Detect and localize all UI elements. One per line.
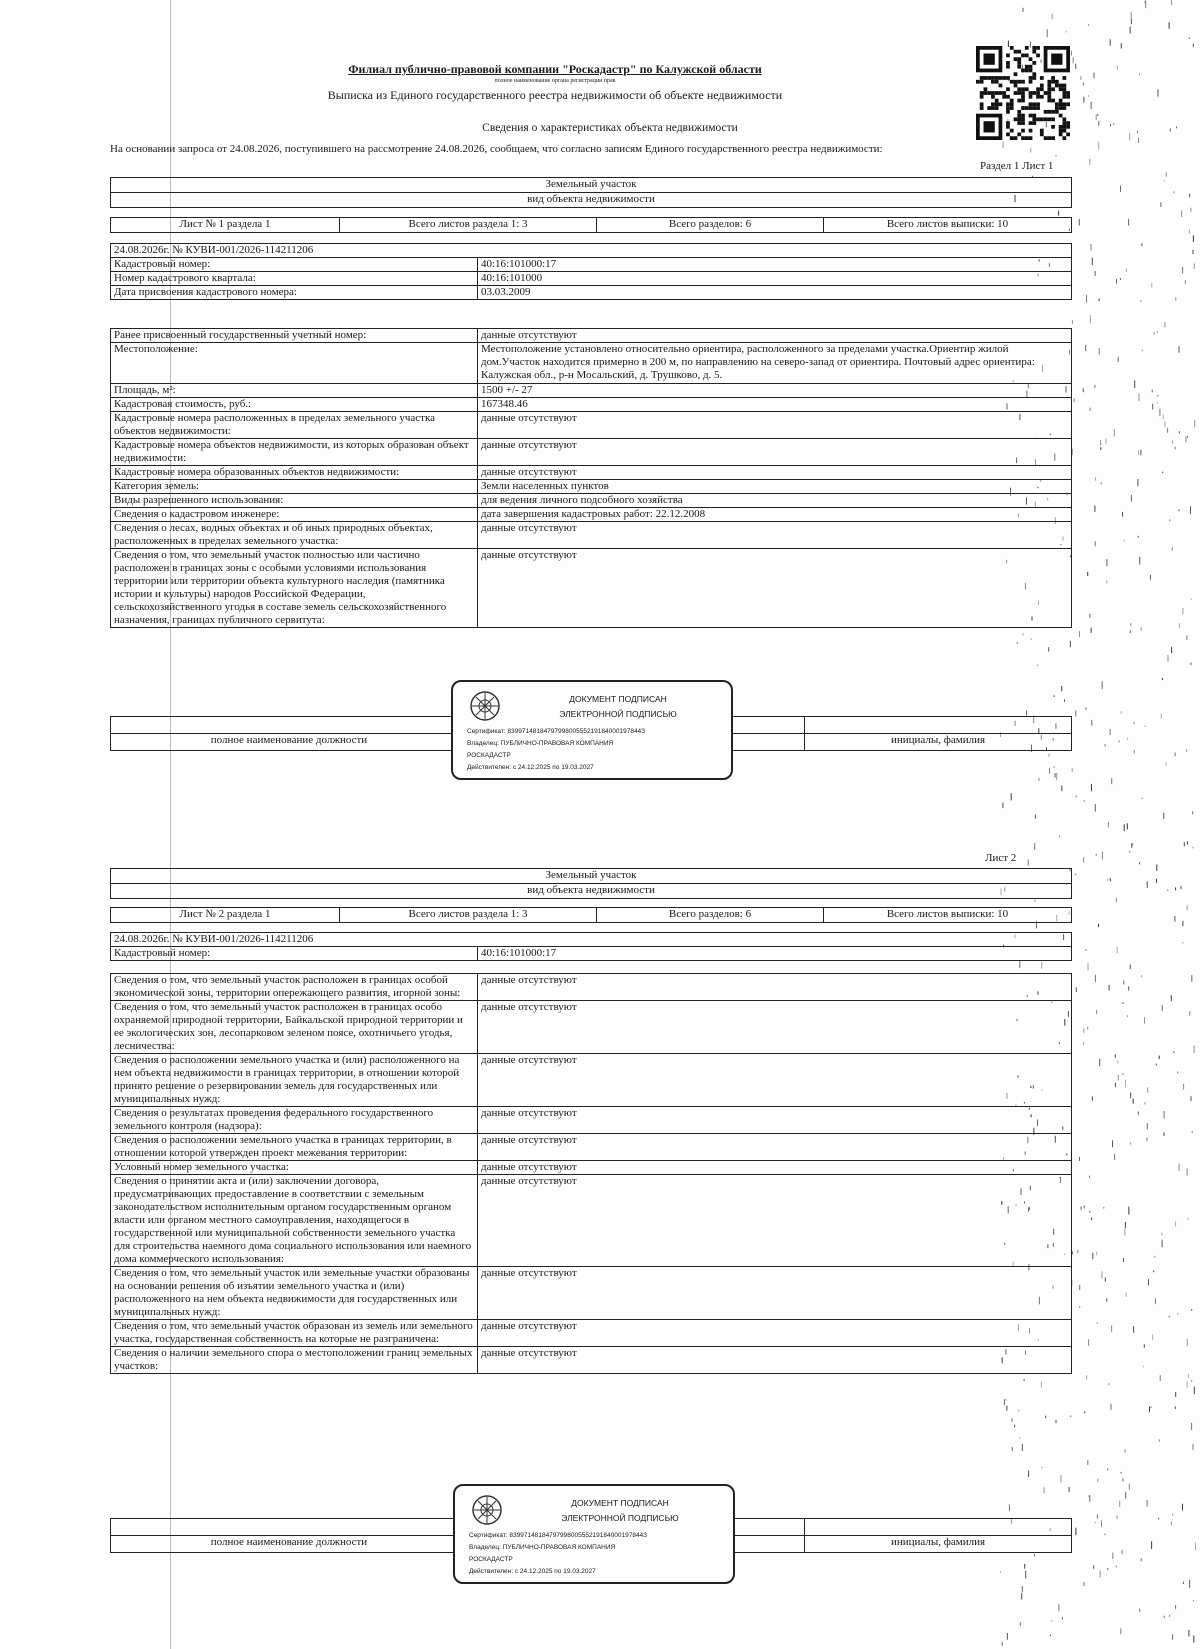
sections-total: Всего разделов: 6 xyxy=(597,218,824,233)
intro-text: На основании запроса от 24.08.2026, поступившего на рассмотрение 24.08.2026, сообщаем, что согласно записям Единого государственного реестра недвижимости: xyxy=(110,143,883,155)
organization-name: Филиал публично-правовой компании "Роскадастр" по Калужской области xyxy=(348,62,762,76)
row-label: Кадастровая стоимость, руб.: xyxy=(111,398,478,412)
row-label: Сведения о расположении земельного участка в границах территории, в отношении которой утвержден проект межевания территории: xyxy=(111,1134,478,1161)
name-caption: инициалы, фамилия xyxy=(805,734,1072,751)
row-value: данные отсутствуют xyxy=(478,1054,1072,1107)
row-value: данные отсутствуют xyxy=(478,1175,1072,1267)
sheet-number: Лист № 1 раздела 1 xyxy=(111,218,340,233)
table-row xyxy=(111,522,1072,549)
stamp-title: ДОКУМЕНТ ПОДПИСАН xyxy=(571,1498,669,1508)
table-row xyxy=(111,272,1072,286)
row-label: Сведения о наличии земельного спора о местоположении границ земельных участков: xyxy=(111,1347,478,1374)
row-value: 1500 +/- 27 xyxy=(478,384,1072,398)
emblem-icon xyxy=(469,690,501,722)
section-sheet-label: Раздел 1 Лист 1 xyxy=(980,160,1054,172)
row-value: данные отсутствуют xyxy=(478,1347,1072,1374)
row-value: данные отсутствуют xyxy=(478,549,1072,628)
properties-table-2 xyxy=(110,973,1072,1374)
table-row xyxy=(111,947,1072,961)
table-row xyxy=(111,1320,1072,1347)
row-label: Площадь, м²: xyxy=(111,384,478,398)
row-label: Сведения о результатах проведения федерального государственного земельного контроля (надзора): xyxy=(111,1107,478,1134)
table-row xyxy=(111,1054,1072,1107)
stamp-title-2: ЭЛЕКТРОННОЙ ПОДПИСЬЮ xyxy=(561,1513,679,1523)
row-value: данные отсутствуют xyxy=(478,1107,1072,1134)
extract-sheets-total: Всего листов выписки: 10 xyxy=(824,908,1072,923)
table-row xyxy=(111,1175,1072,1267)
row-value: данные отсутствуют xyxy=(478,974,1072,1001)
table-row xyxy=(111,329,1072,343)
row-label: Сведения о лесах, водных объектах и об иных природных объектах, расположенных в пределах земельного участка: xyxy=(111,522,478,549)
table-row xyxy=(111,1134,1072,1161)
row-value: дата завершения кадастровых работ: 22.12.2008 xyxy=(478,508,1072,522)
table-row xyxy=(111,1001,1072,1054)
row-label: Сведения о расположении земельного участка и (или) расположенного на нем объекта недвижимости в границах территории, в отношении которой принято решение о резервировании земель для государственных или муниципальных нужд: xyxy=(111,1054,478,1107)
row-label: Дата присвоения кадастрового номера: xyxy=(111,286,478,300)
row-label: Условный номер земельного участка: xyxy=(111,1161,478,1175)
table-row xyxy=(111,480,1072,494)
object-type-block-1 xyxy=(110,177,1072,208)
e-signature-stamp-2 xyxy=(453,1484,735,1584)
stamp-certificate: Сертификат: 8399714818479799800555219184000197844З xyxy=(467,728,646,735)
object-type-caption: вид объекта недвижимости xyxy=(111,193,1072,208)
row-value: данные отсутствуют xyxy=(478,466,1072,480)
row-value: Земли населенных пунктов xyxy=(478,480,1072,494)
sheets-total: Всего листов раздела 1: 3 xyxy=(340,218,597,233)
row-value: 03.03.2009 xyxy=(478,286,1072,300)
stamp-owner: Владелец: ПУБЛИЧНО-ПРАВОВАЯ КОМПАНИЯ xyxy=(467,740,614,747)
row-value: данные отсутствуют xyxy=(478,1001,1072,1054)
object-type-caption: вид объекта недвижимости xyxy=(111,884,1072,899)
table-row xyxy=(111,286,1072,300)
row-value: 40:16:101000 xyxy=(478,272,1072,286)
row-value: данные отсутствуют xyxy=(478,1134,1072,1161)
object-type: Земельный участок xyxy=(111,178,1072,193)
row-label: Сведения о том, что земельный участок полностью или частично расположен в границах зоны с особыми условиями использования территории или территории объекта культурного наследия (памятника истории и культуры) народов Российской Федерации, сельскохозяйственного угодья в составе земель сельскохозяйственного назначения, границах публичного сервитута: xyxy=(111,549,478,628)
qr-code-icon xyxy=(972,46,1074,140)
organization-caption: полное наименование органа регистрации прав xyxy=(494,78,616,84)
row-value: данные отсутствуют xyxy=(478,1161,1072,1175)
emblem-icon xyxy=(471,1494,503,1526)
stamp-title: ДОКУМЕНТ ПОДПИСАН xyxy=(569,694,667,704)
extract-sheets-total: Всего листов выписки: 10 xyxy=(824,218,1072,233)
object-type-block-2 xyxy=(110,868,1072,899)
row-value: данные отсутствуют xyxy=(478,412,1072,439)
row-label: Сведения о том, что земельный участок или земельные участки образованы на основании решения об изъятии земельного участка и (или) расположенного на нем объекта недвижимости для государственных или муниципальных нужд: xyxy=(111,1267,478,1320)
table-row xyxy=(111,384,1072,398)
id-table-1 xyxy=(110,243,1072,300)
table-row xyxy=(111,508,1072,522)
table-row xyxy=(111,343,1072,384)
stamp-owner-2: РОСКАДАСТР xyxy=(469,1556,513,1563)
row-label: Кадастровый номер: xyxy=(111,947,478,961)
id-table-2 xyxy=(110,932,1072,961)
table-row xyxy=(111,974,1072,1001)
stamp-title-2: ЭЛЕКТРОННОЙ ПОДПИСЬЮ xyxy=(559,709,677,719)
row-label: Категория земель: xyxy=(111,480,478,494)
e-signature-stamp-1 xyxy=(451,680,733,780)
row-value: данные отсутствуют xyxy=(478,522,1072,549)
table-row xyxy=(111,1161,1072,1175)
row-label: Виды разрешенного использования: xyxy=(111,494,478,508)
table-row xyxy=(111,494,1072,508)
row-value: Местоположение установлено относительно ориентира, расположенного за пределами участка.Ориентир жилой дом.Участок находится примерно в 200 м, по направлению на северо-запад от ориентира. Почтовый адрес ориентира: Калужская обл., р-н Мосальский, д. Трушково, д. 5. xyxy=(478,343,1072,384)
properties-table-1 xyxy=(110,328,1072,628)
row-label: Местоположение: xyxy=(111,343,478,384)
document-number: 24.08.2026г. № КУВИ-001/2026-114211206 xyxy=(111,244,1072,258)
table-row xyxy=(111,549,1072,628)
row-value: для ведения личного подсобного хозяйства xyxy=(478,494,1072,508)
stamp-owner-2: РОСКАДАСТР xyxy=(467,752,511,759)
object-type: Земельный участок xyxy=(111,869,1072,884)
row-label: Сведения о том, что земельный участок образован из земель или земельного участка, государственная собственность на которые не разграничена: xyxy=(111,1320,478,1347)
row-value: данные отсутствуют xyxy=(478,439,1072,466)
sheet-2-label: Лист 2 xyxy=(985,852,1017,864)
row-value: данные отсутствуют xyxy=(478,1320,1072,1347)
row-label: Сведения о принятии акта и (или) заключении договора, предусматривающих предоставление в соответствии с земельным законодательством исполнительным органом государственным органом власти или органом местного самоуправления, находящегося в государственной или муниципальной собственности земельного участка для строительства наемного дома социального использования или наемного дома коммерческого использования: xyxy=(111,1175,478,1267)
name-caption: инициалы, фамилия xyxy=(805,1536,1072,1553)
row-label: Сведения о том, что земельный участок расположен в границах особой экономической зоны, территории опережающего развития, игорной зоны: xyxy=(111,974,478,1001)
row-value: данные отсутствуют xyxy=(478,1267,1072,1320)
row-label: Ранее присвоенный государственный учетный номер: xyxy=(111,329,478,343)
document-title: Выписка из Единого государственного реестра недвижимости об объекте недвижимости xyxy=(327,88,783,102)
row-value: данные отсутствуют xyxy=(478,329,1072,343)
table-row xyxy=(111,258,1072,272)
document-subtitle: Сведения о характеристиках объекта недвижимости xyxy=(482,122,738,134)
table-row xyxy=(111,1107,1072,1134)
sheet-info-row-2 xyxy=(110,907,1072,923)
stamp-certificate: Сертификат: 8399714818479799800555219184000197844З xyxy=(469,1532,648,1539)
table-row xyxy=(111,1267,1072,1320)
stamp-valid: Действителен: с 24.12.2025 по 19.03.2027 xyxy=(469,1568,596,1575)
row-value: 40:16:101000:17 xyxy=(478,947,1072,961)
table-row xyxy=(111,439,1072,466)
table-row xyxy=(111,466,1072,480)
table-row xyxy=(111,398,1072,412)
stamp-owner: Владелец: ПУБЛИЧНО-ПРАВОВАЯ КОМПАНИЯ xyxy=(469,1544,616,1551)
position-caption: полное наименование должности xyxy=(111,1536,468,1553)
table-row xyxy=(111,1347,1072,1374)
row-label: Номер кадастрового квартала: xyxy=(111,272,478,286)
row-label: Кадастровые номера объектов недвижимости, из которых образован объект недвижимости: xyxy=(111,439,478,466)
document-number: 24.08.2026г. № КУВИ-001/2026-114211206 xyxy=(111,933,1072,947)
sheet-number: Лист № 2 раздела 1 xyxy=(111,908,340,923)
row-value: 40:16:101000:17 xyxy=(478,258,1072,272)
sheet-info-row-1 xyxy=(110,217,1072,233)
sheets-total: Всего листов раздела 1: 3 xyxy=(340,908,597,923)
sections-total: Всего разделов: 6 xyxy=(597,908,824,923)
row-label: Кадастровый номер: xyxy=(111,258,478,272)
row-label: Кадастровые номера образованных объектов недвижимости: xyxy=(111,466,478,480)
row-label: Кадастровые номера расположенных в пределах земельного участка объектов недвижимости: xyxy=(111,412,478,439)
row-label: Сведения о том, что земельный участок расположен в границах особо охраняемой природной территории, Байкальской природной территории и ее экологических зон, лесопарковом зеленом поясе, охотничьего угодья, лесничества: xyxy=(111,1001,478,1054)
position-caption: полное наименование должности xyxy=(111,734,468,751)
row-value: 167348.46 xyxy=(478,398,1072,412)
stamp-valid: Действителен: с 24.12.2025 по 19.03.2027 xyxy=(467,764,594,771)
row-label: Сведения о кадастровом инженере: xyxy=(111,508,478,522)
table-row xyxy=(111,412,1072,439)
